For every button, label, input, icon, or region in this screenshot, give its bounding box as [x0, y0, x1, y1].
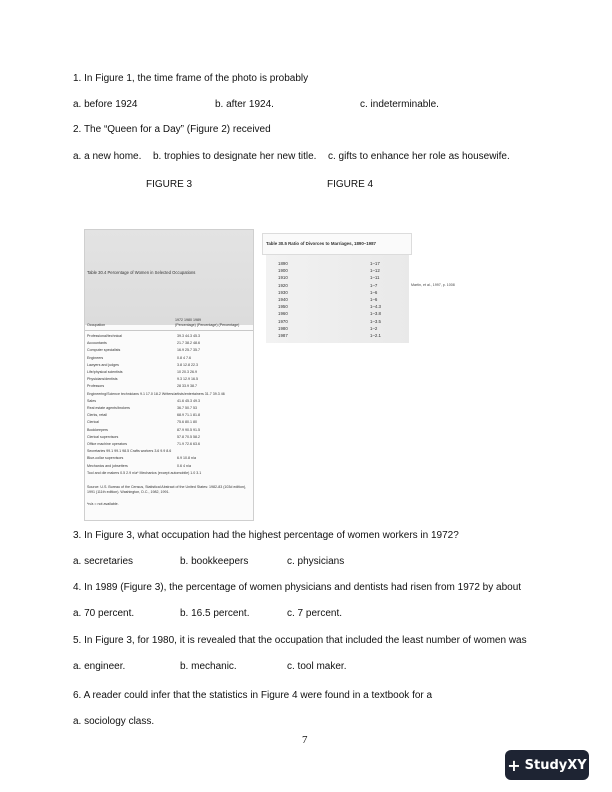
figure-4-ratio: 1–17 [370, 261, 380, 266]
figure-3-table [84, 229, 254, 521]
figure-3-row-values: 87.9 90.5 91.5 [177, 427, 200, 432]
figure-4-ratio: 1–2.1 [370, 333, 381, 338]
figure-3-row-label: Accountants [87, 341, 107, 346]
figure-3-row-label: Life/physical scientists [87, 370, 123, 374]
figure-3-note: *n/a = not available. [87, 502, 119, 506]
answer-option: a. before 1924 [73, 99, 138, 110]
figure-3-label: FIGURE 3 [146, 179, 193, 190]
figure-4-ratio: 1–6 [370, 297, 378, 302]
figure-4-title: Table 30.5 Ratio of Divorces to Marriages, 1890–1987 [266, 241, 376, 246]
figure-3-row-label: Secretaries 99.1 99.1 98.5 Crafts workers 3.6 9.9 8.6 [87, 449, 172, 454]
answer-option: b. after 1924. [215, 99, 274, 110]
figure-3-row-values: 16.9 25.7 35.7 [177, 348, 200, 353]
figure-3-row-values: 75.6 80.1 80 [177, 420, 197, 425]
answer-option: c. indeterminable. [360, 99, 439, 110]
figure-3-row-label: Mechanics and jobsetters [87, 463, 128, 468]
answer-option: b. mechanic. [180, 661, 237, 672]
figure-4-year: 1987 [278, 333, 288, 338]
figure-4-year: 1950 [278, 304, 288, 310]
figure-4-ratio: 1–12 [370, 268, 380, 274]
question-4: 4. In 1989 (Figure 3), the percentage of women physicians and dentists had risen from 1972 by about [73, 582, 522, 593]
figure-4-year: 1920 [278, 282, 288, 288]
question-3: 3. In Figure 3, what occupation had the highest percentage of women workers in 1972? [73, 530, 459, 541]
page-number: 7 [302, 734, 308, 746]
figure-4-table [262, 233, 410, 343]
plus-icon: + [507, 755, 521, 775]
figure-3-row-label: Blue-collar supervisors [87, 456, 124, 461]
figure-3-row-label: Tool and die makers 0.5 2.9 n/a* Mechanics (except automobile) 1.0 3.1 [87, 470, 202, 475]
studyxy-badge[interactable] [505, 750, 589, 780]
figure-3-row-label: Clerical [87, 420, 99, 425]
figure-4-year: 1930 [278, 289, 288, 295]
question-1: 1. In Figure 1, the time frame of the photo is probably [73, 73, 309, 84]
figure-3-row-values: 0.6 4 n/a [177, 463, 191, 468]
figure-3-row-label: Lawyers and judges [87, 362, 119, 367]
figure-3-row-values: 9.3 12.9 16.5 [177, 377, 198, 382]
figure-3-row-label: Professors [87, 384, 105, 389]
figure-3-row-values: 0.8 4 7.6 [177, 355, 191, 360]
figure-3-row-values: 68.9 71.1 81.8 [177, 413, 200, 418]
figure-4-ratio: 1–6 [370, 289, 378, 295]
figure-3-title: Table 30.4 Percentage of Women in Selected Occupations [87, 270, 196, 275]
answer-option: a. sociology class. [73, 716, 155, 727]
figure-4-year: 1910 [278, 275, 288, 281]
answer-option: a. a new home. [73, 151, 142, 162]
figure-3-row-values: 39.3 44.3 45.3 [177, 334, 200, 338]
figure-4-year: 1900 [278, 268, 288, 274]
figure-3-row-values: 3.8 12.8 22.3 [177, 362, 198, 367]
answer-option: c. tool maker. [287, 661, 347, 672]
answer-option: c. gifts to enhance her role as housewife. [328, 151, 510, 162]
figure-3-row-label: Bookkeepers [87, 427, 108, 432]
figure-3-occupation-header: Occupation [87, 323, 106, 327]
figure-3-row-values: 36.7 50.7 53 [177, 406, 197, 410]
figure-3-source: Source: U.S. Bureau of the Census, Statistical Abstract of the United States: 1982-83 (103d edition), 1991 (111th edition). Washington, D.C., 1982, 1991. [87, 485, 247, 494]
figure-3-row-label: Engineers [87, 355, 104, 360]
figure-3-row-label: Office machine operators [87, 442, 128, 446]
figure-3-row-label: Real estate agents/brokers [87, 406, 130, 410]
figure-3-row-label: Physicians/dentists [87, 377, 118, 382]
figure-3-row-values: 41.6 45.3 49.3 [177, 398, 200, 403]
answer-option: c. physicians [287, 556, 345, 567]
figure-4-citation: Martin, et al., 1997, p. 1008 [411, 283, 455, 287]
answer-option: a. 70 percent. [73, 608, 135, 619]
question-2: 2. The “Queen for a Day” (Figure 2) received [73, 124, 271, 135]
figure-3-pct-header: (Percentage) (Percentage) (Percentage) [175, 323, 240, 327]
figure-3-year-header: 1972 1980 1989 [175, 318, 201, 322]
answer-option: c. 7 percent. [287, 608, 343, 619]
figure-3-row-label: Professional/technical [87, 334, 122, 338]
answer-option: b. bookkeepers [180, 556, 249, 567]
figure-3-row-values: 10 20.3 26.9 [177, 370, 197, 374]
figure-3-row-values: 71.9 72.6 63.6 [177, 442, 200, 446]
figure-4-ratio: 1–4.3 [370, 304, 381, 310]
figure-4-ratio: 1–3.5 [370, 318, 381, 324]
figure-3-row-values: 57.8 70.5 58.2 [177, 434, 200, 439]
figure-4-year: 1970 [278, 318, 288, 324]
brand-name: StudyXY [524, 757, 587, 773]
table-rule [85, 330, 253, 331]
figure-4-ratio: 1–11 [370, 275, 380, 281]
figure-4-year: 1960 [278, 311, 288, 317]
figure-3-row-label: Sales [87, 398, 96, 403]
figure-3-row-values: 28 33.9 38.7 [177, 384, 197, 389]
answer-option: a. secretaries [73, 556, 134, 567]
answer-option: b. trophies to designate her new title. [153, 151, 317, 162]
question-5: 5. In Figure 3, for 1980, it is revealed that the occupation that included the least number of women was [73, 635, 527, 646]
figure-3-row-label: Engineering/Science technicians 9.1 17.0 18.2 Writers/artists/entertainers 31.7 39.3 46 [87, 391, 225, 396]
figure-3-row-values: 6.9 10.8 n/a [177, 456, 196, 461]
figure-3-row-label: Clerical supervisors [87, 434, 119, 439]
answer-option: b. 16.5 percent. [180, 608, 250, 619]
figure-4-ratio: 1–2 [370, 325, 378, 331]
figure-3-row-label: Computer specialists [87, 348, 121, 353]
figure-4-ratio: 1–7 [370, 282, 378, 288]
question-6: 6. A reader could infer that the statistics in Figure 4 were found in a textbook for a [73, 690, 433, 701]
figure-4-ratio: 1–3.8 [370, 311, 381, 317]
figure-4-year: 1940 [278, 297, 288, 302]
scan-shading [85, 230, 253, 325]
figure-4-year: 1980 [278, 325, 288, 331]
figure-4-label: FIGURE 4 [327, 179, 374, 190]
figure-3-row-label: Clerks, retail [87, 413, 107, 418]
figure-3-row-values: 21.7 38.2 48.6 [177, 341, 200, 346]
answer-option: a. engineer. [73, 661, 126, 672]
figure-4-year: 1890 [278, 261, 288, 266]
